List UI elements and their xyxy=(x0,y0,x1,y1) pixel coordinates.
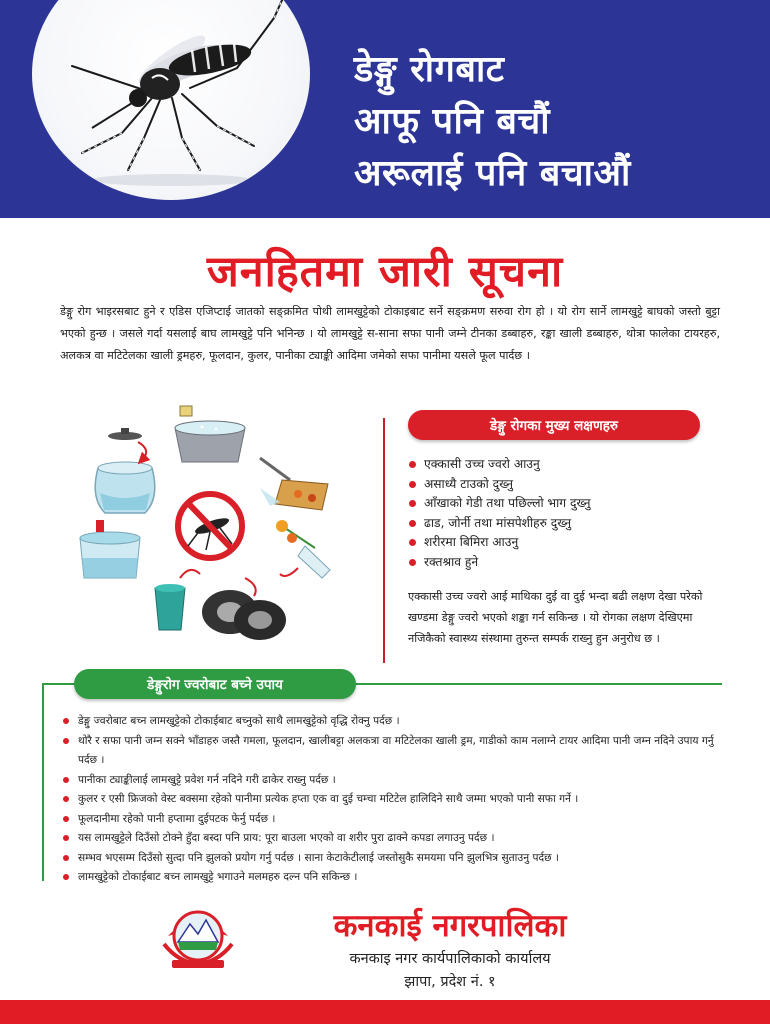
prevention-list xyxy=(62,712,722,888)
list-item: एक्कासी उच्च ज्वरो आउनु xyxy=(408,455,708,475)
list-item: असाध्यै टाउको दुख्नु xyxy=(408,475,708,495)
list-item: रक्तश्राव हुने xyxy=(408,553,708,573)
list-item: ढाड, जोर्नी तथा मांसपेशीहरु दुख्नु xyxy=(408,514,708,534)
dengue-prevention-illustration xyxy=(60,398,380,658)
government-emblem-icon xyxy=(158,896,238,974)
notice-headline: जनहितमा जारी सूचना xyxy=(206,247,564,297)
covered-pot-icon xyxy=(95,428,155,513)
list-item: फूलदानीमा रहेको पानी हप्तामा दुईपटक फेर्नु पर्दछ । xyxy=(62,810,722,830)
municipality-name: कनकाई नगरपालिका xyxy=(333,908,567,944)
list-item: सम्भव भएसम्म दिउँसो सुत्दा पनि झुलको प्रयोग गर्नु पर्दछ । साना केटाकेटीलाई जस्तोसुकै समयमा पनि झुलभित्र सुताउनु पर्दछ । xyxy=(62,849,722,869)
list-item: लामखुट्टेको टोकाईबाट बच्न लामखुट्टे भगाउने मलमहरु दल्न पनि सकिन्छ । xyxy=(62,868,722,888)
list-item: आँखाको गेडी तथा पछिल्लो भाग दुख्नु xyxy=(408,494,708,514)
list-item: पानीका ट्याङ्कीलाई लामखुट्टे प्रवेश गर्न नदिने गरी ढाकेर राख्नु पर्दछ । xyxy=(62,771,722,791)
no-mosquito-icon xyxy=(178,494,242,558)
banner-slogan xyxy=(354,44,754,200)
list-item: थोरै र सफा पानी जम्न सक्ने भाँडाहरु जस्तै गमला, फूलदान, खालीबट्टा अलकत्रा वा मटिटेलका खाली ड्रम, गाडीको काम नलाग्ने टायर आदिमा पानी जम्न नदिने उपाय गर्नु पर्दछ । xyxy=(62,732,722,771)
mosquito-icon xyxy=(32,0,310,200)
top-banner xyxy=(0,0,770,218)
water-bowl-icon xyxy=(175,421,245,462)
office-name: कनकाइ नगर कार्यपालिकाको कार्यालय xyxy=(349,951,551,967)
cleaning-tool-icon xyxy=(260,458,328,510)
intro-paragraph: डेङ्गु रोग भाइरसबाट हुने र एडिस एजिप्टाई जातको सङ्क्रमित पोथी लामखुट्टेको टोकाइबाट सर्ने सङ्क्रमण सरुवा रोग हो । यो रोग सार्ने लामखुट्टे बाघको जस्तो बुट्टा भएको हुन्छ । जसले गर्दा यसलाई बाघ लामखुट्टे पनि भनिन्छ । यो लामखुट्टे स-साना सफा पानी जम्ने टीनका डब्बाहरु, रङ्का खाली डब्बाहरु, थोत्रा फालेका टायरहरु, अलकत्र वा मटिटेलका खाली ड्रमहरु, फूलदान, कुलर, पानीका ट्याङ्की आदिमा जमेको सफा पानीमा यसले फूल पार्दछ । xyxy=(60,305,720,362)
mosquito-photo-circle xyxy=(32,0,310,200)
list-item: कुलर र एसी फ्रिजको वेस्ट बक्समा रहेको पानीमा प्रत्येक हप्ता एक वा दुई चम्चा मटिटेल हालिदिने साथै जम्मा भएको पानी सफा गर्ने । xyxy=(62,790,722,810)
list-item: डेङ्गु ज्वरोबाट बच्न लामखुट्टेको टोकाईबाट बच्नुको साथै लामखुट्टेको वृद्धि रोक्नु पर्दछ । xyxy=(62,712,722,732)
symptoms-note: एक्कासी उच्च ज्वरो आई माथिका दुई वा दुई भन्दा बढी लक्षण देखा परेको खण्डमा डेङ्गु ज्वरो भएको शङ्का गर्न सकिन्छ । यो रोगका लक्षण देखिएमा नजिकैको स्वास्थ्य संस्थामा तुरुन्त सम्पर्क राख्नु हुन अनुरोध छ । xyxy=(408,590,703,645)
banner-line-2: आफू पनि बचौं xyxy=(354,101,551,142)
office-address: झापा, प्रदेश नं. १ xyxy=(404,974,496,990)
list-item: शरीरमा बिमिरा आउनु xyxy=(408,533,708,553)
banner-line-3: अरूलाई पनि बचाऔं xyxy=(354,153,631,194)
water-container-icon xyxy=(80,520,140,578)
bucket-icon xyxy=(155,584,185,630)
tyres-icon xyxy=(202,590,286,640)
banner-line-1: डेङ्गु रोगबाट xyxy=(354,49,505,90)
list-item: यस लामखुट्टेले दिउँसो टोक्ने हुँदा बस्दा पनि प्राय: पूरा बाउला भएको वा शरीर पुरा ढाक्ने कपडा लगाउनु पर्दछ । xyxy=(62,829,722,849)
flower-vase-icon xyxy=(276,520,330,578)
symptoms-list xyxy=(408,455,708,573)
symptoms-title: डेङ्गु रोगका मुख्य लक्षणहरु xyxy=(408,410,700,440)
prevention-title: डेङ्गुरोग ज्वरोबाट बच्ने उपाय xyxy=(74,669,356,699)
bottom-bar xyxy=(0,1000,770,1024)
